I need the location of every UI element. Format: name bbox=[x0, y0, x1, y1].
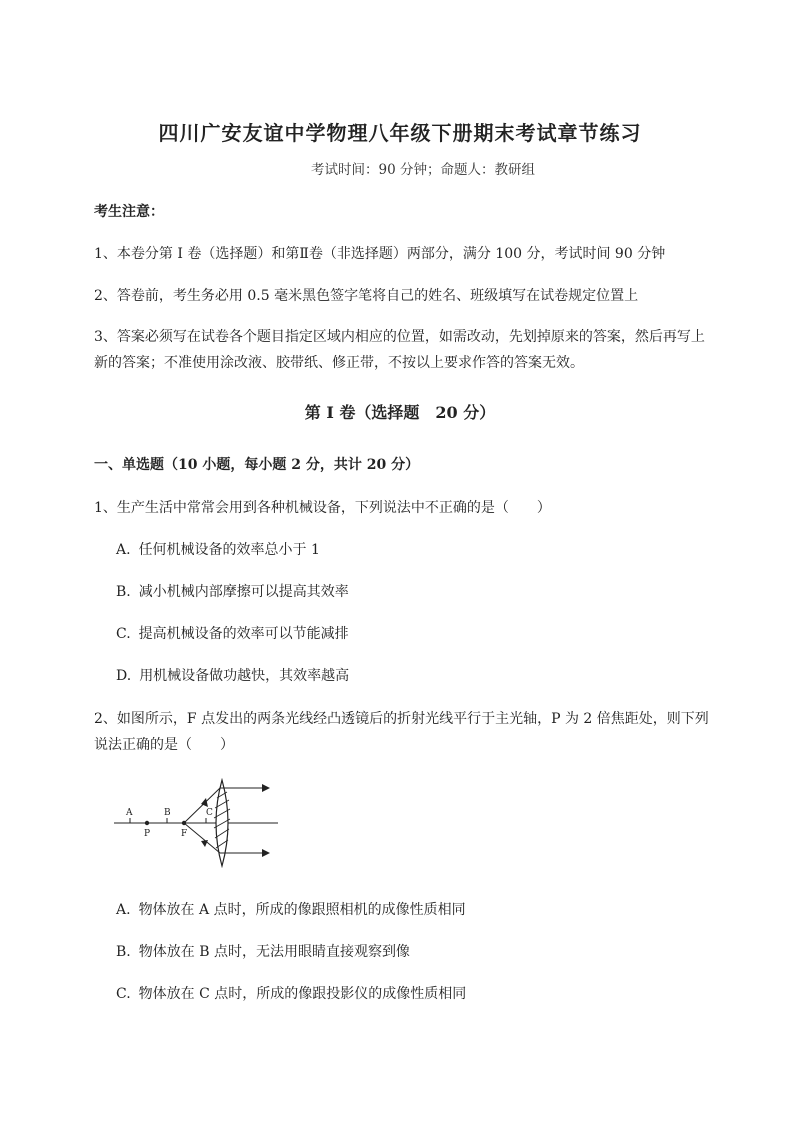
answer-option[interactable] bbox=[116, 622, 349, 646]
option-letter: C. bbox=[116, 626, 131, 642]
exam-info: 考试时间：90 分钟；命题人：教研组 bbox=[311, 162, 535, 178]
option-letter: B. bbox=[116, 944, 131, 960]
arrow-icon bbox=[201, 840, 208, 847]
answer-option[interactable] bbox=[116, 940, 410, 964]
option-text: 物体放在 B 点时，无法用眼睛直接观察到像 bbox=[138, 944, 410, 960]
option-letter: C. bbox=[116, 986, 131, 1002]
point-p bbox=[145, 821, 149, 825]
arrow-icon bbox=[262, 849, 270, 857]
label-p: P bbox=[144, 829, 151, 839]
answer-option[interactable] bbox=[116, 580, 349, 604]
option-text: 用机械设备做功越快，其效率越高 bbox=[139, 668, 350, 684]
notice-item: 2、答卷前，考生务必用 0.5 毫米黑色签字笔将自己的姓名、班级填写在试卷规定位置上 bbox=[94, 288, 639, 304]
label-c: C bbox=[206, 808, 213, 818]
option-text: 提高机械设备的效率可以节能减排 bbox=[138, 626, 349, 642]
option-letter: A. bbox=[116, 902, 131, 918]
section-title: 第 I 卷（选择题 20 分） bbox=[304, 403, 496, 422]
answer-option[interactable] bbox=[116, 898, 466, 922]
notice-item: 3、答案必须写在试卷各个题目指定区域内相应的位置，如需改动，先划掉原来的答案，然后再写上新的答案；不准使用涂改液、胶带纸、修正带，不按以上要求作答的答案无效。 bbox=[94, 329, 705, 371]
option-text: 减小机械内部摩擦可以提高其效率 bbox=[138, 584, 349, 600]
page-title: 四川广安友谊中学物理八年级下册期末考试章节练习 bbox=[158, 121, 642, 145]
option-text: 任何机械设备的效率总小于 1 bbox=[138, 542, 320, 558]
option-text: 物体放在 A 点时，所成的像跟照相机的成像性质相同 bbox=[138, 902, 466, 918]
option-letter: A. bbox=[116, 542, 131, 558]
option-letter: B. bbox=[116, 584, 131, 600]
arrow-icon bbox=[262, 784, 270, 792]
answer-option[interactable] bbox=[116, 664, 349, 688]
part-heading: 一、单选题（10 小题，每小题 2 分，共计 20 分） bbox=[94, 457, 420, 473]
label-f: F bbox=[181, 829, 188, 839]
point-f bbox=[182, 821, 186, 825]
label-a: A bbox=[126, 808, 133, 818]
option-letter: D. bbox=[116, 668, 132, 684]
notice-item: 1、本卷分第 I 卷（选择题）和第Ⅱ卷（非选择题）两部分，满分 100 分，考试时间 90 分钟 bbox=[94, 246, 666, 262]
answer-option[interactable] bbox=[116, 982, 466, 1006]
notice-heading: 考生注意： bbox=[94, 204, 164, 220]
answer-option[interactable] bbox=[116, 538, 320, 562]
label-b: B bbox=[164, 808, 171, 818]
convex-lens-diagram bbox=[110, 778, 280, 868]
option-text: 物体放在 C 点时，所成的像跟投影仪的成像性质相同 bbox=[138, 986, 467, 1002]
question-stem: 2、如图所示，F 点发出的两条光线经凸透镜后的折射光线平行于主光轴，P 为 2 倍焦距处，则下列说法正确的是（ ） bbox=[94, 711, 709, 753]
question-stem: 1、生产生活中常常会用到各种机械设备，下列说法中不正确的是（ ） bbox=[94, 500, 551, 516]
